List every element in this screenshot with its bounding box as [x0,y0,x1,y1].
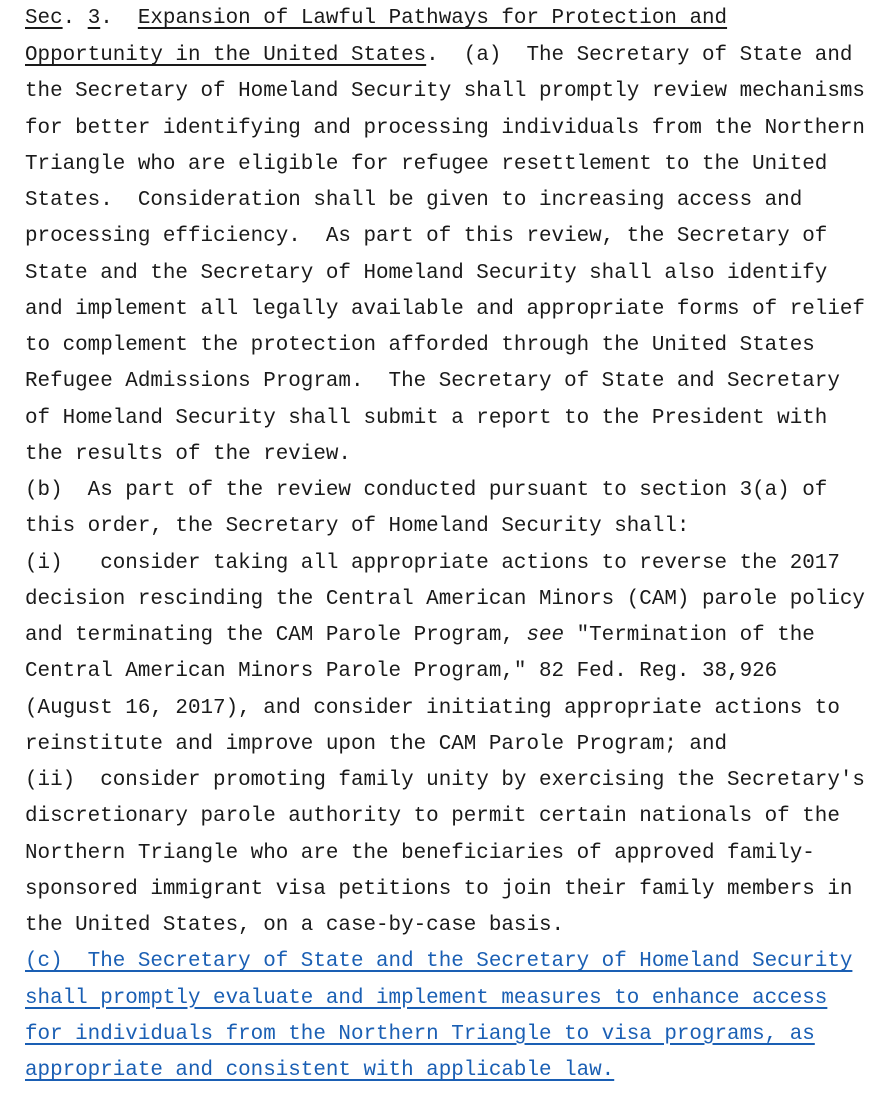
para-b-line: this order, the Secretary of Homeland Security shall: [25,515,690,539]
para-a-line: processing efficiency. As part of this review, the Secretary of [25,225,828,249]
para-b-line: (ii) consider promoting family unity by exercising the Secretary's [25,769,865,792]
section-heading-line-2: Opportunity in the United States. (a) The Secretary of State and [25,44,853,67]
paragraph-b [25,473,885,944]
para-a-line: States. Consideration shall be given to increasing access and [25,189,803,212]
para-a-line: Refugee Admissions Program. The Secretary of State and Secretary [25,370,840,394]
para-a-line: the results of the review. [25,442,351,466]
para-b-line: reinstitute and improve upon the CAM Parole Program; and [25,732,728,756]
section-heading-line-1: Sec. 3. Expansion of Lawful Pathways for Protection and [25,7,728,30]
para-b-line: (i) consider taking all appropriate actions to reverse the 2017 [25,551,840,575]
para-b-line: (August 16, 2017), and consider initiating appropriate actions to [25,696,840,720]
para-c-link-line[interactable]: for individuals from the Northern Triangle to visa programs, as [25,1022,815,1046]
document-body [25,0,885,1089]
section-heading-part-1: Expansion of Lawful Pathways for Protection and [137,7,728,30]
para-a-line: State and the Secretary of Homeland Security shall also identify [25,261,828,285]
para-a-line: to complement the protection afforded through the United States [25,334,815,357]
section-label: Sec [25,7,63,30]
para-b-line: the United States, on a case-by-case basis. [25,914,565,937]
paragraph-a [25,74,885,473]
para-a-line: the Secretary of Homeland Security shall promptly review mechanisms [25,80,865,104]
para-b-line: (b) As part of the review conducted pursuant to section 3(a) of [25,479,828,502]
para-b-line: discretionary parole authority to permit certain nationals of the [25,805,840,829]
para-a-line: for better identifying and processing individuals from the Northern [25,116,865,140]
para-b-line: decision rescinding the Central American Minors (CAM) parole policy [25,587,865,611]
para-b-line: Northern Triangle who are the beneficiaries of approved family- [25,841,815,865]
para-a-line: and implement all legally available and appropriate forms of relief [25,297,865,321]
see-citation-signal: see [526,624,565,647]
paragraph-c-link[interactable] [25,944,885,1089]
section-number: 3 [87,7,101,30]
para-a-line: of Homeland Security shall submit a report to the President with [25,406,828,430]
para-b-line: Central American Minors Parole Program," 82 Fed. Reg. 38,926 [25,660,778,684]
section-heading-part-2: Opportunity in the United States [25,44,427,67]
para-c-link-line[interactable]: (c) The Secretary of State and the Secretary of Homeland Security [25,950,853,974]
para-a-line: Triangle who are eligible for refugee resettlement to the United [25,152,828,176]
para-b-cam-line: and terminating the CAM Parole Program, see "Termination of the [25,624,815,647]
para-c-link-line[interactable]: shall promptly evaluate and implement measures to enhance access [25,986,828,1010]
para-a-lead: (a) The Secretary of State and [463,44,853,67]
para-c-link-line[interactable]: appropriate and consistent with applicable law. [25,1059,615,1082]
para-b-line: sponsored immigrant visa petitions to join their family members in [25,877,853,901]
